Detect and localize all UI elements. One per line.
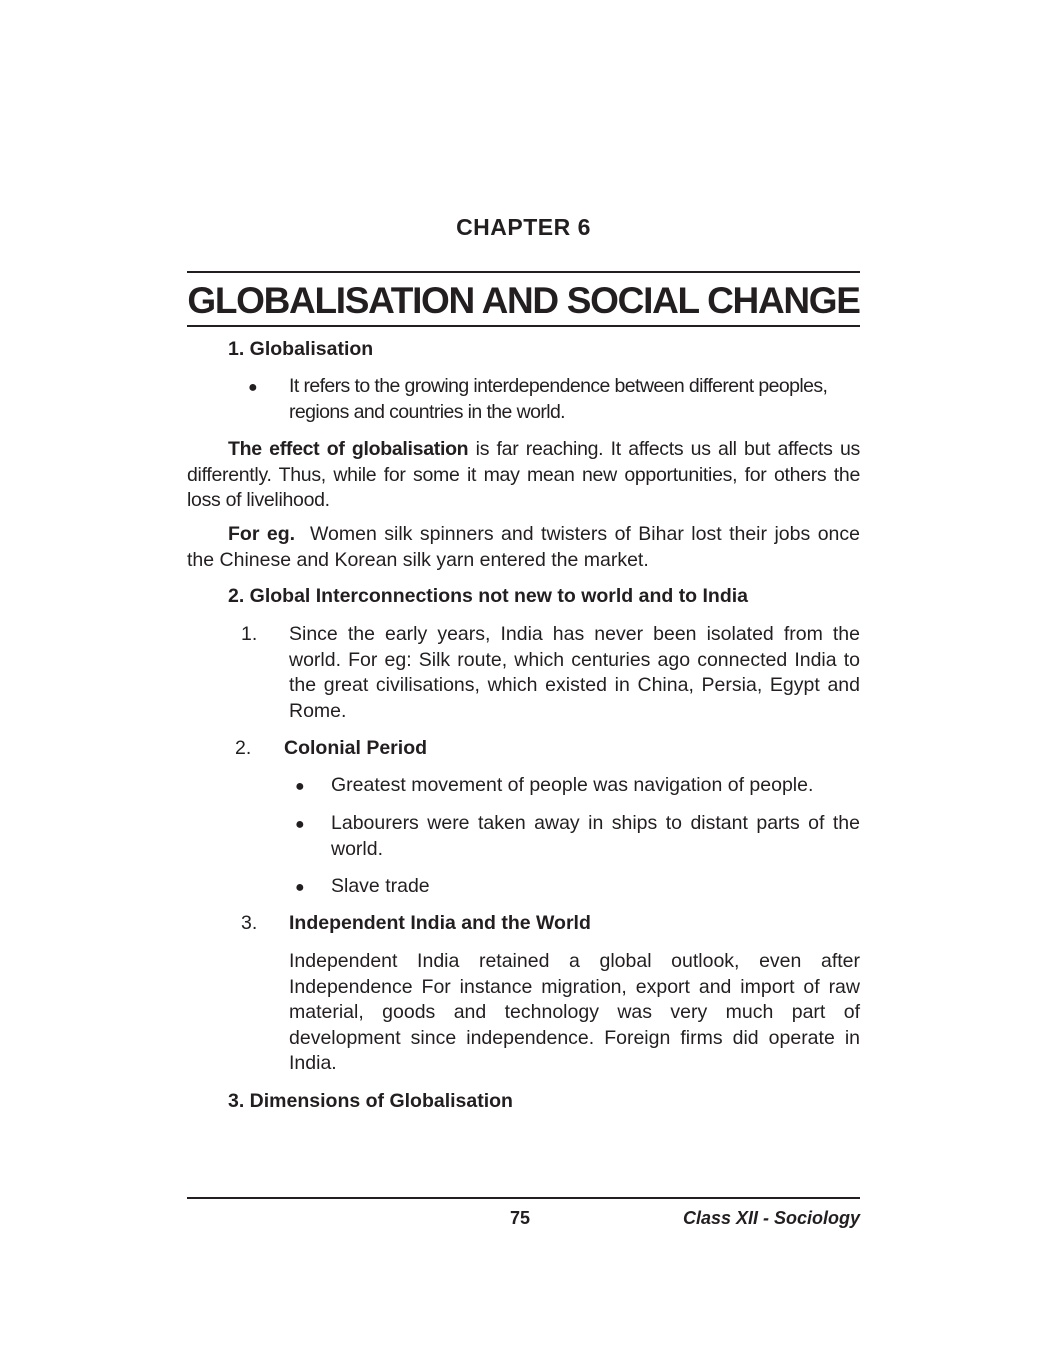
item-3-number: 3. [241, 912, 258, 934]
item-1-number: 1. [241, 623, 258, 645]
effect-bold: The effect of globalisation [228, 438, 469, 460]
item-3-text: Independent India retained a global outlook, even after Independence For instance migration, export and import of raw material, goods and technology was very much part of development since independence. Foreign firms did operate in India. [289, 950, 860, 1074]
page-number: 75 [509, 1208, 531, 1228]
colonial-bullet-2: Labourers were taken away in ships to distant parts of the world. [331, 812, 860, 860]
title-top-rule [187, 271, 860, 273]
colonial-bullet-1: Greatest movement of people was navigation of people. [331, 774, 814, 796]
globalisation-definition: It refers to the growing interdependence between different peoples, regions and countries in the world. [289, 375, 828, 423]
item-2-heading: Colonial Period [284, 737, 428, 759]
bullet-icon: ● [248, 379, 258, 396]
footer-class-label: Class XII - Sociology [682, 1208, 860, 1228]
chapter-title: GLOBALISATION AND SOCIAL CHANGE [187, 280, 860, 321]
bullet-icon: ● [295, 778, 305, 795]
example-bold: For eg. [228, 523, 296, 545]
bullet-icon: ● [295, 816, 305, 833]
chapter-label: CHAPTER 6 [456, 214, 591, 240]
section-1-heading: 1. Globalisation [228, 338, 374, 360]
item-2-number: 2. [235, 737, 252, 759]
section-2-heading: 2. Global Interconnections not new to world and to India [228, 585, 749, 607]
example-text: Women silk spinners and twisters of Bihar lost their jobs once the Chinese and Korean silk yarn entered the market. [187, 523, 866, 571]
effect-text: is far reaching. It affects us all but affects us differently. Thus, while for some it may mean new opportunities, for others the loss of livelihood. [187, 438, 861, 511]
item-3-heading: Independent India and the World [289, 912, 591, 934]
title-bottom-rule [187, 325, 860, 327]
section-3-heading: 3. Dimensions of Globalisation [228, 1090, 513, 1112]
bullet-icon: ● [295, 879, 305, 896]
effect-paragraph [187, 437, 860, 514]
item-1-text: Since the early years, India has never been isolated from the world. For eg: Silk route, which centuries ago connected India to the great civilisations, which existed in China, Persia, Egypt and Rome. [289, 623, 860, 722]
footer-rule [187, 1197, 860, 1199]
example-paragraph [187, 522, 866, 573]
colonial-bullet-3: Slave trade [331, 875, 430, 897]
